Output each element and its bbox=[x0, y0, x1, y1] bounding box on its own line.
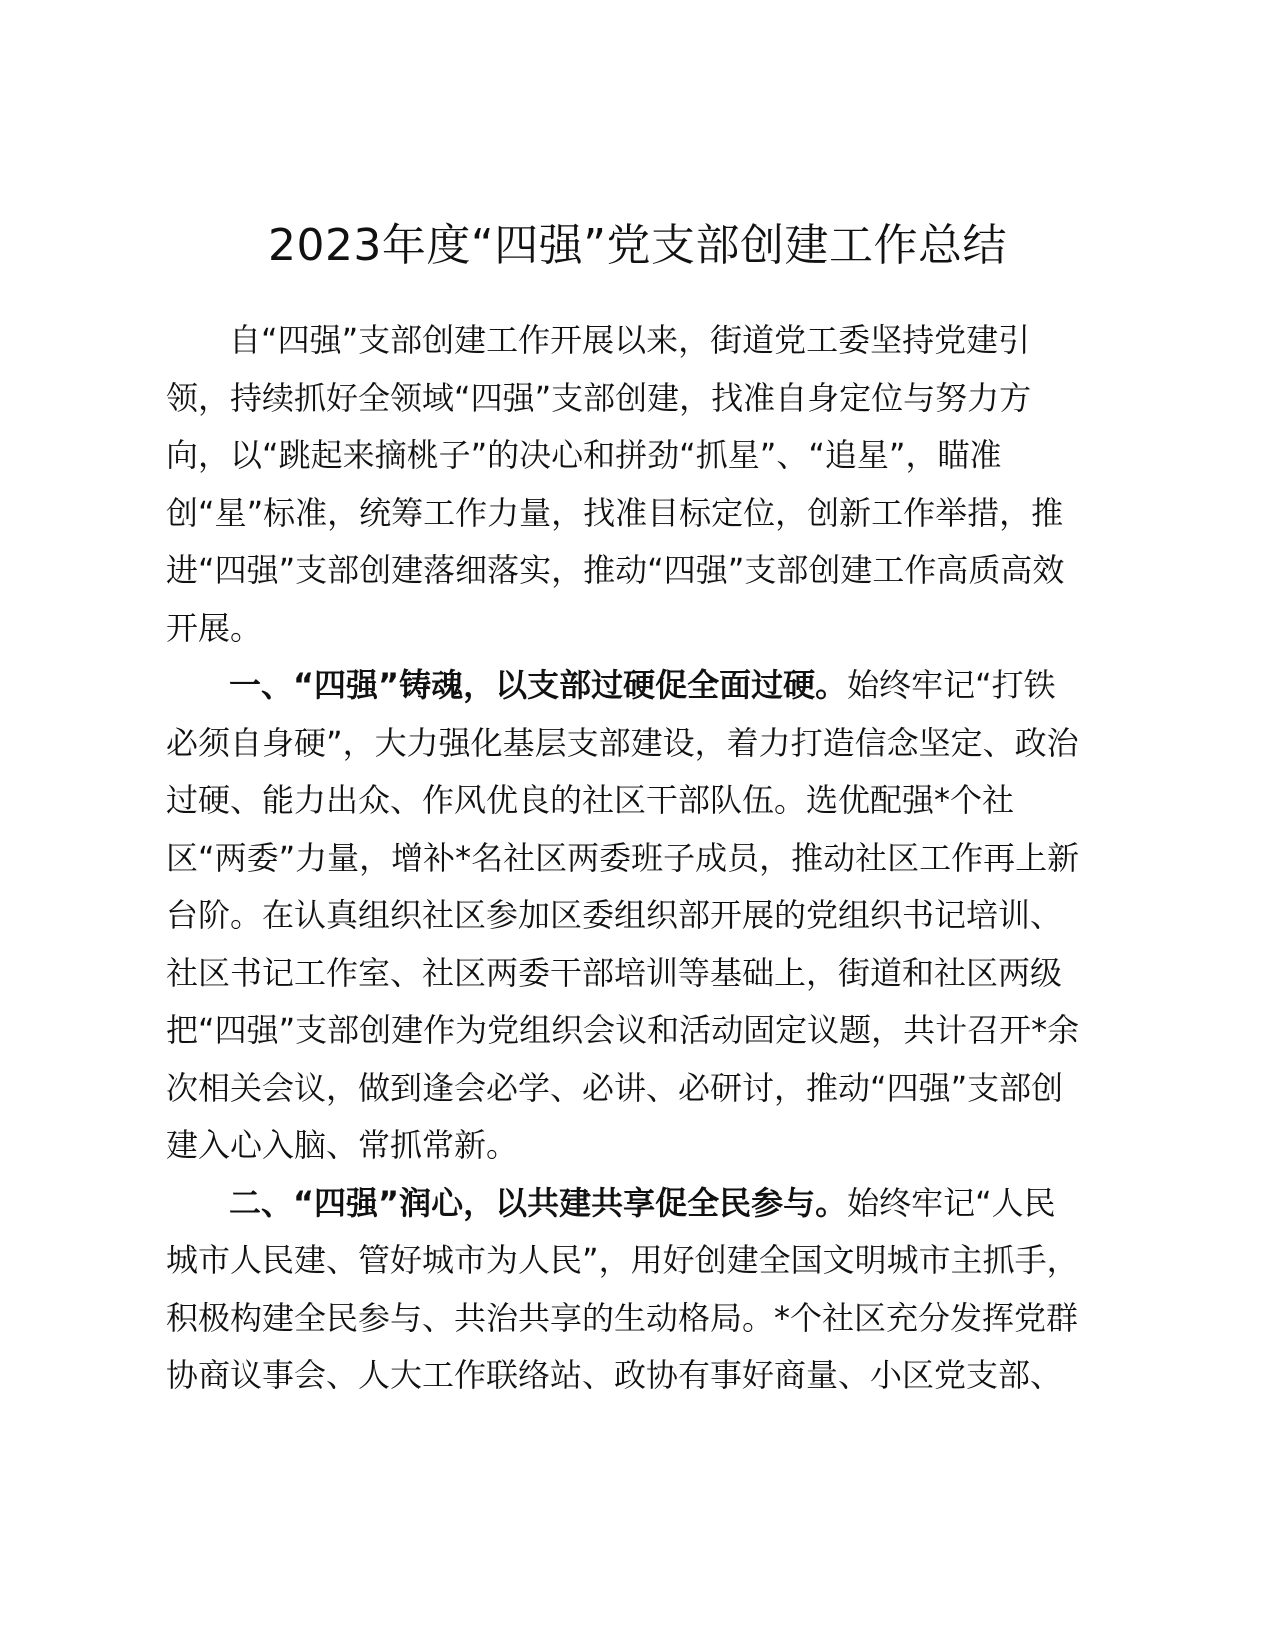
text-line: 城市人民建、管好城市为人民”，用好创建全国文明城市主抓手， bbox=[166, 1241, 1079, 1279]
section-heading-line bbox=[166, 1175, 1114, 1233]
text-line: 领，持续抓好全领域“四强”支部创建，找准自身定位与努力方 bbox=[166, 378, 1032, 417]
text-line: 台阶。在认真组织社区参加区委组织部开展的党组织书记培训、 bbox=[166, 896, 1063, 934]
text-line: 把“四强”支部创建作为党组织会议和活动固定议题，共计召开*余 bbox=[166, 1011, 1080, 1049]
text-run: 始终牢记“人民 bbox=[847, 1183, 1056, 1222]
text-line: 次相关会议，做到逢会必学、必讲、必研讨，推动“四强”支部创 bbox=[166, 1068, 1064, 1107]
section-heading-line bbox=[166, 657, 1114, 715]
text-line: 区“两委”力量，增补*名社区两委班子成员，推动社区工作再上新 bbox=[166, 838, 1080, 877]
document-title: 2023年度“四强”党支部创建工作总结 bbox=[267, 220, 1008, 271]
text-line: 协商议事会、人大工作联络站、政协有事好商量、小区党支部、 bbox=[166, 1356, 1063, 1394]
text-line: 进“四强”支部创建落细落实，推动“四强”支部创建工作高质高效 bbox=[166, 551, 1065, 589]
text-line: 开展。 bbox=[166, 608, 263, 647]
text-line: 必须自身硬”，大力强化基层支部建设，着力打造信念坚定、政治 bbox=[166, 723, 1079, 762]
paragraph-section-1 bbox=[166, 657, 1114, 1175]
text-line: 过硬、能力出众、作风优良的社区干部队伍。选优配强*个社 bbox=[166, 781, 1015, 819]
paragraph-section-2 bbox=[166, 1175, 1114, 1405]
paragraph-intro bbox=[166, 312, 1114, 657]
document-body bbox=[166, 312, 1114, 1405]
text-line: 创“星”标准，统筹工作力量，找准目标定位，创新工作举措，推 bbox=[166, 493, 1064, 532]
text-line: 自“四强”支部创建工作开展以来，街道党工委坚持党建引 bbox=[229, 321, 1031, 359]
text-line: 建入心入脑、常抓常新。 bbox=[166, 1126, 519, 1164]
text-line: 向，以“跳起来摘桃子”的决心和拼劲“抓星”、“追星”，瞄准 bbox=[166, 436, 1002, 474]
text-run: 始终牢记“打铁 bbox=[847, 666, 1056, 704]
section-heading: 一、“四强”铸魂，以支部过硬促全面过硬。 bbox=[229, 666, 848, 704]
text-line: 社区书记工作室、社区两委干部培训等基础上，街道和社区两级 bbox=[166, 953, 1063, 992]
text-line: 积极构建全民参与、共治共享的生动格局。*个社区充分发挥党群 bbox=[166, 1298, 1079, 1337]
section-heading: 二、“四强”润心，以共建共享促全民参与。 bbox=[229, 1183, 848, 1222]
